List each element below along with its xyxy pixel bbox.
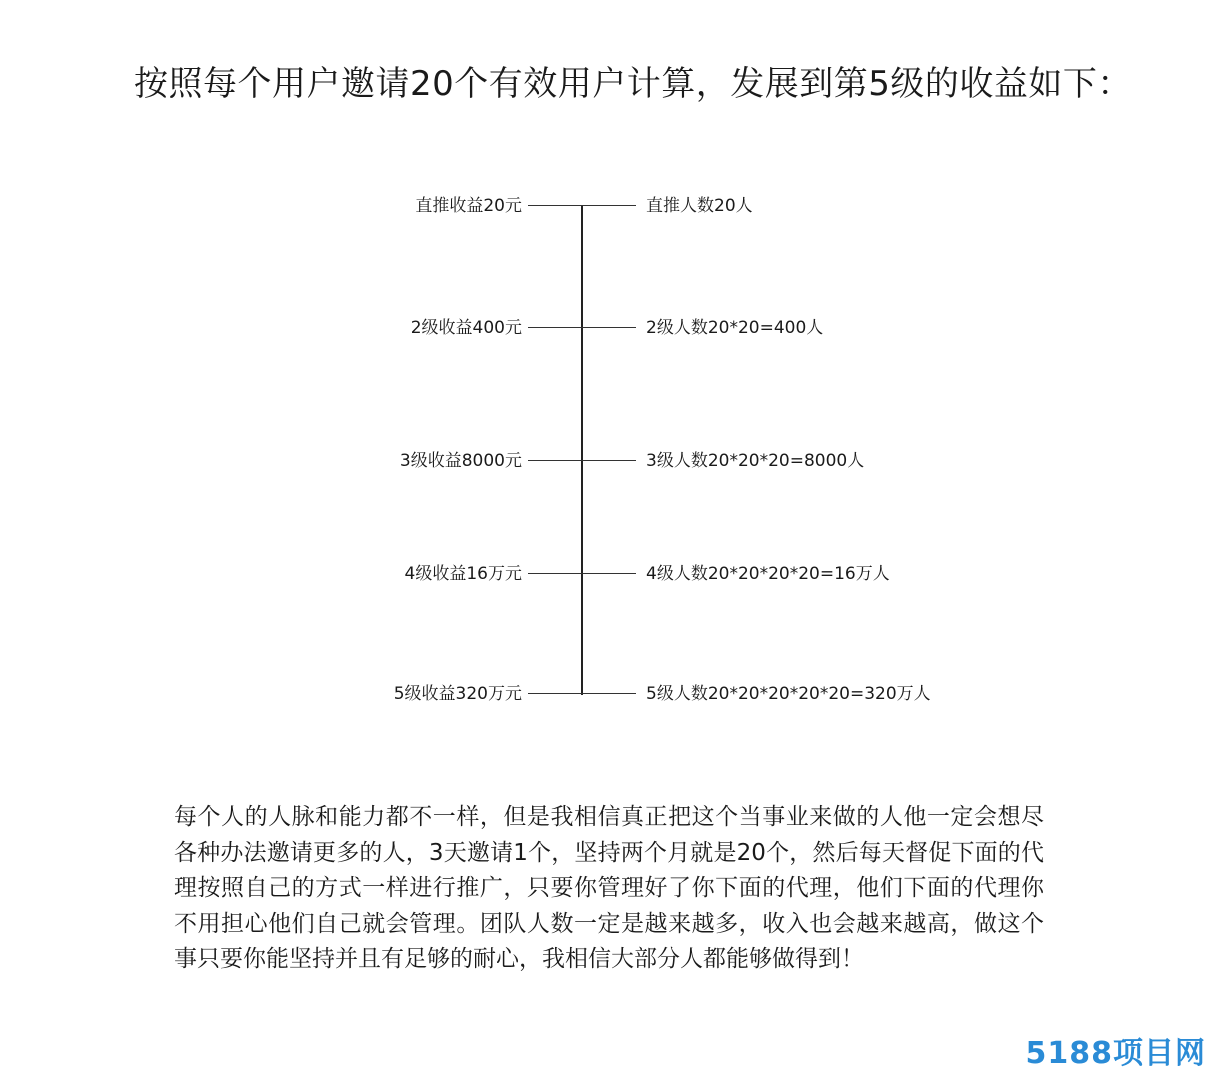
level-people: 5级人数20*20*20*20*20=320万人	[646, 684, 931, 704]
level-people: 4级人数20*20*20*20=16万人	[646, 564, 890, 584]
connector-right	[582, 327, 636, 328]
level-row-3	[0, 446, 1214, 476]
level-earning: 直推收益20元	[415, 196, 522, 216]
connector-right	[582, 460, 636, 461]
level-row-1	[0, 191, 1214, 221]
level-earning: 2级收益400元	[410, 318, 522, 338]
connector-right	[582, 205, 636, 206]
level-row-5	[0, 679, 1214, 709]
level-earning: 4级收益16万元	[404, 564, 522, 584]
connector-left	[528, 327, 582, 328]
level-people: 直推人数20人	[646, 196, 753, 216]
connector-left	[528, 460, 582, 461]
watermark-logo: 5188项目网	[1025, 1036, 1206, 1071]
page-title: 按照每个用户邀请20个有效用户计算，发展到第5级的收益如下：	[134, 64, 1132, 104]
level-earning: 5级收益320万元	[393, 684, 522, 704]
level-earning: 3级收益8000元	[399, 451, 522, 471]
level-people: 2级人数20*20=400人	[646, 318, 824, 338]
level-row-2	[0, 313, 1214, 343]
level-row-4	[0, 559, 1214, 589]
level-people: 3级人数20*20*20=8000人	[646, 451, 865, 471]
connector-left	[528, 205, 582, 206]
connector-right	[582, 573, 636, 574]
connector-left	[528, 573, 582, 574]
explanation-paragraph: 每个人的人脉和能力都不一样，但是我相信真正把这个当事业来做的人他一定会想尽各种办法邀请更多的人，3天邀请1个，坚持两个月就是20个，然后每天督促下面的代理按照自己的方式一样进行推广，只要你管理好了你下面的代理，他们下面的代理你不用担心他们自己就会管理。团队人数一定是越来越多，收入也会越来越高，做这个事只要你能坚持并且有足够的耐心，我相信大部分人都能够做得到！	[174, 804, 1044, 972]
connector-right	[582, 693, 636, 694]
connector-left	[528, 693, 582, 694]
